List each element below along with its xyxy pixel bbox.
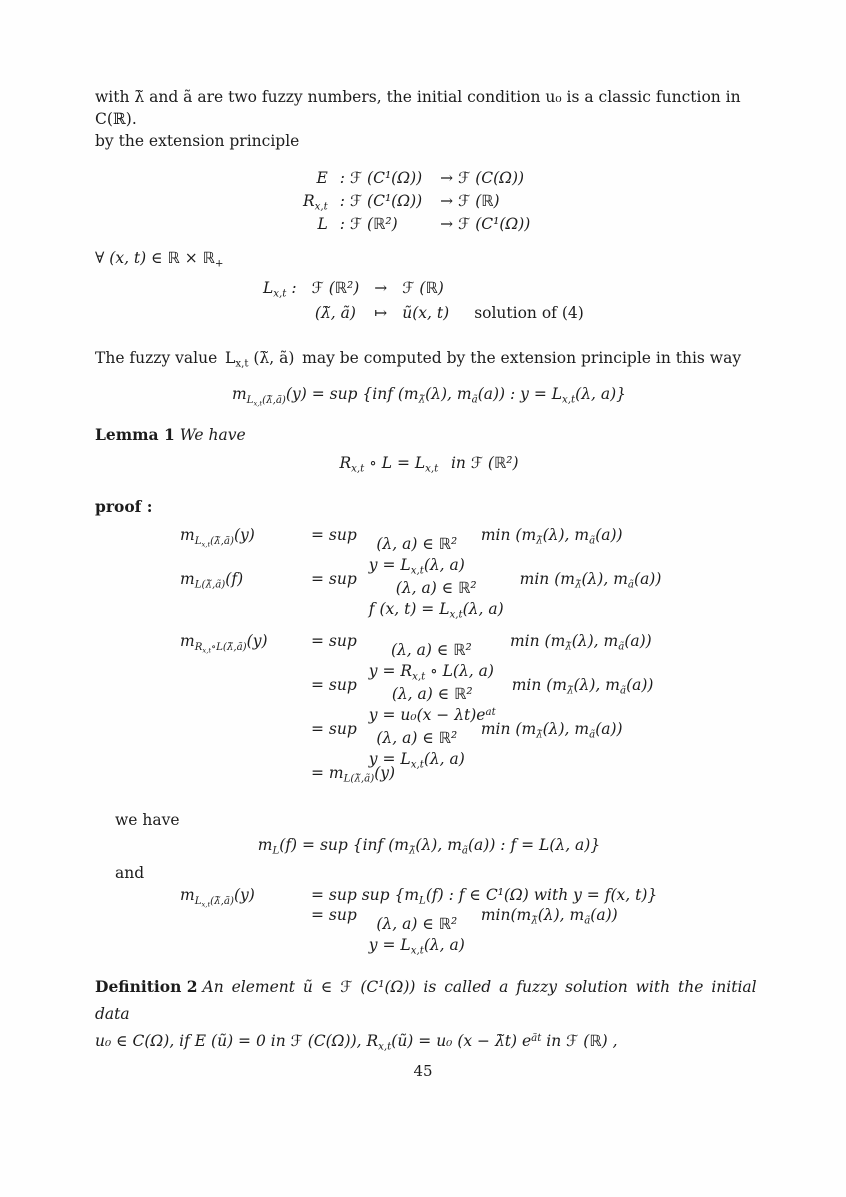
page-content	[95, 86, 763, 1055]
min-term: $\min(m_{\lambdã}(\lambda)$, $m_ã(a)$)	[480, 906, 618, 927]
sup-constraints	[369, 534, 465, 576]
intro-paragraph	[95, 86, 763, 152]
constraint-1: (λ, a) ∈ ℝ²	[376, 915, 458, 933]
operator-domain: : ℱ (C¹(Ω))	[339, 192, 423, 210]
proof-block-c	[180, 886, 763, 957]
map-note	[474, 276, 584, 301]
fuzzy-value-paragraph: The fuzzy value $L_{x,t}$ (λ̃, ã) may be computed by the extension principle in this way	[95, 349, 742, 370]
intro-line-1: with λ̃ and ã are two fuzzy numbers, the initial condition u₀ is a classic function in C(ℝ).	[95, 88, 741, 128]
operator-name: L	[317, 215, 328, 233]
constraint-1: (λ, a) ∈ ℝ²	[390, 641, 472, 659]
sup-constraints	[369, 684, 496, 726]
proof-equation	[180, 526, 763, 577]
constraint-2: $y = L_{x,t}(\lambda$, a)	[368, 936, 465, 957]
min-term: $\min (m_{\lambdã}(\lambda)$, $m_ã(a)$)	[511, 676, 654, 697]
equation-lhs: $m_{R_{x,t}\circ L(\lambdã,ã)}(y)$	[180, 632, 268, 654]
proof-block-a	[180, 526, 763, 621]
map-from: (λ̃, ã)	[314, 304, 356, 322]
equation-operator: = sup	[311, 570, 357, 588]
min-term: $\min (m_{\lambdã}(\lambda)$, $m_ã(a)$)	[509, 632, 652, 653]
definition-paragraph	[95, 973, 763, 1055]
constraint-1: (λ, a) ∈ ℝ²	[395, 579, 477, 597]
lemma-label: Lemma 1	[95, 425, 175, 444]
operator-domain: : ℱ (C¹(Ω))	[339, 169, 423, 187]
operator-domain: : ℱ (ℝ²)	[339, 215, 398, 233]
proof-equation	[180, 676, 763, 724]
equation-operator: = sup	[311, 906, 357, 924]
constraint-2: $y = L_{x,t}(\lambda$, a)	[368, 750, 465, 771]
sup-constraints	[369, 640, 494, 682]
proof-equation	[180, 886, 763, 908]
lemma-statement: We have	[179, 426, 246, 444]
map-to: ũ(x, t)	[402, 304, 450, 322]
ml-formula: $m_L(f)$ = sup {inf ($m_{\lambdã}(\lambda)$, $m_ã(a)$) : f = L(λ, a)}	[257, 836, 601, 857]
constraint-1: (λ, a) ∈ ℝ²	[376, 535, 458, 553]
min-term: $\min (m_{\lambdã}(\lambda)$, $m_ã(a)$)	[480, 526, 623, 547]
definition-line-1: An element ũ ∈ ℱ (C¹(Ω)) is called a fuzzy solution with the initial data	[95, 978, 757, 1023]
map-from: ℱ (ℝ²)	[311, 279, 360, 297]
constraint-1: (λ, a) ∈ ℝ²	[376, 729, 458, 747]
map-to: ℱ (ℝ)	[402, 279, 444, 297]
we-have-text: we have	[115, 811, 180, 829]
operator-codomain: → ℱ (C¹(Ω))	[440, 215, 531, 233]
constraint-1: (λ, a) ∈ ℝ²	[391, 685, 473, 703]
extension-principle-formula: $m_{L_{x,t}(\lambdã,ã)}(y)$ = sup {inf ($m_{\lambdã}(\lambda)$, $m_ã(a)$) : $y = L_{x,t}(\lambda$, a)}	[231, 385, 627, 407]
sup-constraints	[369, 914, 465, 956]
forall-statement: ∀ (x, t) ∈ ℝ × ℝ$_+$	[95, 249, 224, 270]
equation-lhs: $m_{L_{x,t}(\lambdã,ã)}(y)$	[180, 886, 255, 908]
mapsto-icon: ↦	[374, 304, 388, 322]
equation-lhs: $m_{L_{x,t}(\lambdã,ã)}(y)$	[180, 526, 255, 548]
lemma-heading	[95, 424, 763, 446]
proof-block-b	[180, 632, 763, 785]
equation-operator: = $m_{L(\lambdã,ã)}(y)$	[311, 764, 396, 785]
proof-equation	[180, 570, 763, 621]
min-term: $\min (m_{\lambdã}(\lambda)$, $m_ã(a)$)	[519, 570, 662, 591]
lxt-mapping-display	[263, 276, 763, 326]
equation-operator: = sup	[311, 676, 357, 694]
map-note: solution of (4)	[474, 304, 584, 322]
equation-operator: = sup sup {$m_L(f)$ : f ∈ C¹(Ω) with y = f(x, t)}	[311, 886, 658, 907]
constraint-2: $y = u_0(x - \lambda t)e^{at}$	[368, 706, 496, 724]
definition-label: Definition 2	[95, 977, 198, 996]
map-label	[263, 301, 297, 326]
equation-lhs: $m_{L(\lambdã,ã)}(f)$	[180, 570, 244, 591]
min-term: $\min (m_{\lambdã}(\lambda)$, $m_ã(a)$)	[480, 720, 623, 741]
constraint-2: $y = R_{x,t}$ ∘ L(λ, a)	[368, 662, 494, 683]
map-label: $L_{x,t}$ :	[263, 279, 297, 300]
operator-codomain: → ℱ (ℝ)	[440, 192, 500, 210]
proof-heading	[95, 496, 763, 518]
page-number: 45	[413, 1062, 433, 1080]
equation-operator: = sup	[311, 720, 357, 738]
operator-name: $R_{x,t}$	[303, 192, 328, 213]
lemma-formula: $R_{x,t}$ ∘ $L = L_{x,t}$ in ℱ (ℝ²)	[339, 454, 519, 475]
operator-codomain: → ℱ (C(Ω))	[440, 169, 525, 187]
proof-equation	[180, 720, 763, 771]
sup-constraints	[369, 578, 504, 620]
proof-equation	[180, 632, 763, 683]
constraint-2: f (x, $t) = L_{x,t}(\lambda$, a)	[368, 600, 504, 621]
proof-label: proof :	[95, 497, 153, 516]
proof-equation	[180, 764, 763, 785]
constraint-2: $y = L_{x,t}(\lambda$, a)	[368, 556, 465, 577]
operator-name: E	[316, 169, 328, 187]
operator-definitions-display	[303, 167, 763, 236]
equation-operator: = sup	[311, 632, 357, 650]
proof-equation	[180, 906, 763, 957]
definition-line-2: u₀ ∈ C(Ω), if E (ũ) = 0 in ℱ (C(Ω)), $R_{x,t}(ũ) = u_0$ (x − λ̃t) $e^{ãt}$ in ℱ (ℝ) ,	[95, 1032, 618, 1053]
and-text: and	[115, 864, 145, 882]
equation-operator: = sup	[311, 526, 357, 544]
arrow-icon: →	[374, 279, 388, 297]
sup-constraints	[369, 728, 465, 770]
intro-line-2: by the extension principle	[95, 132, 300, 150]
